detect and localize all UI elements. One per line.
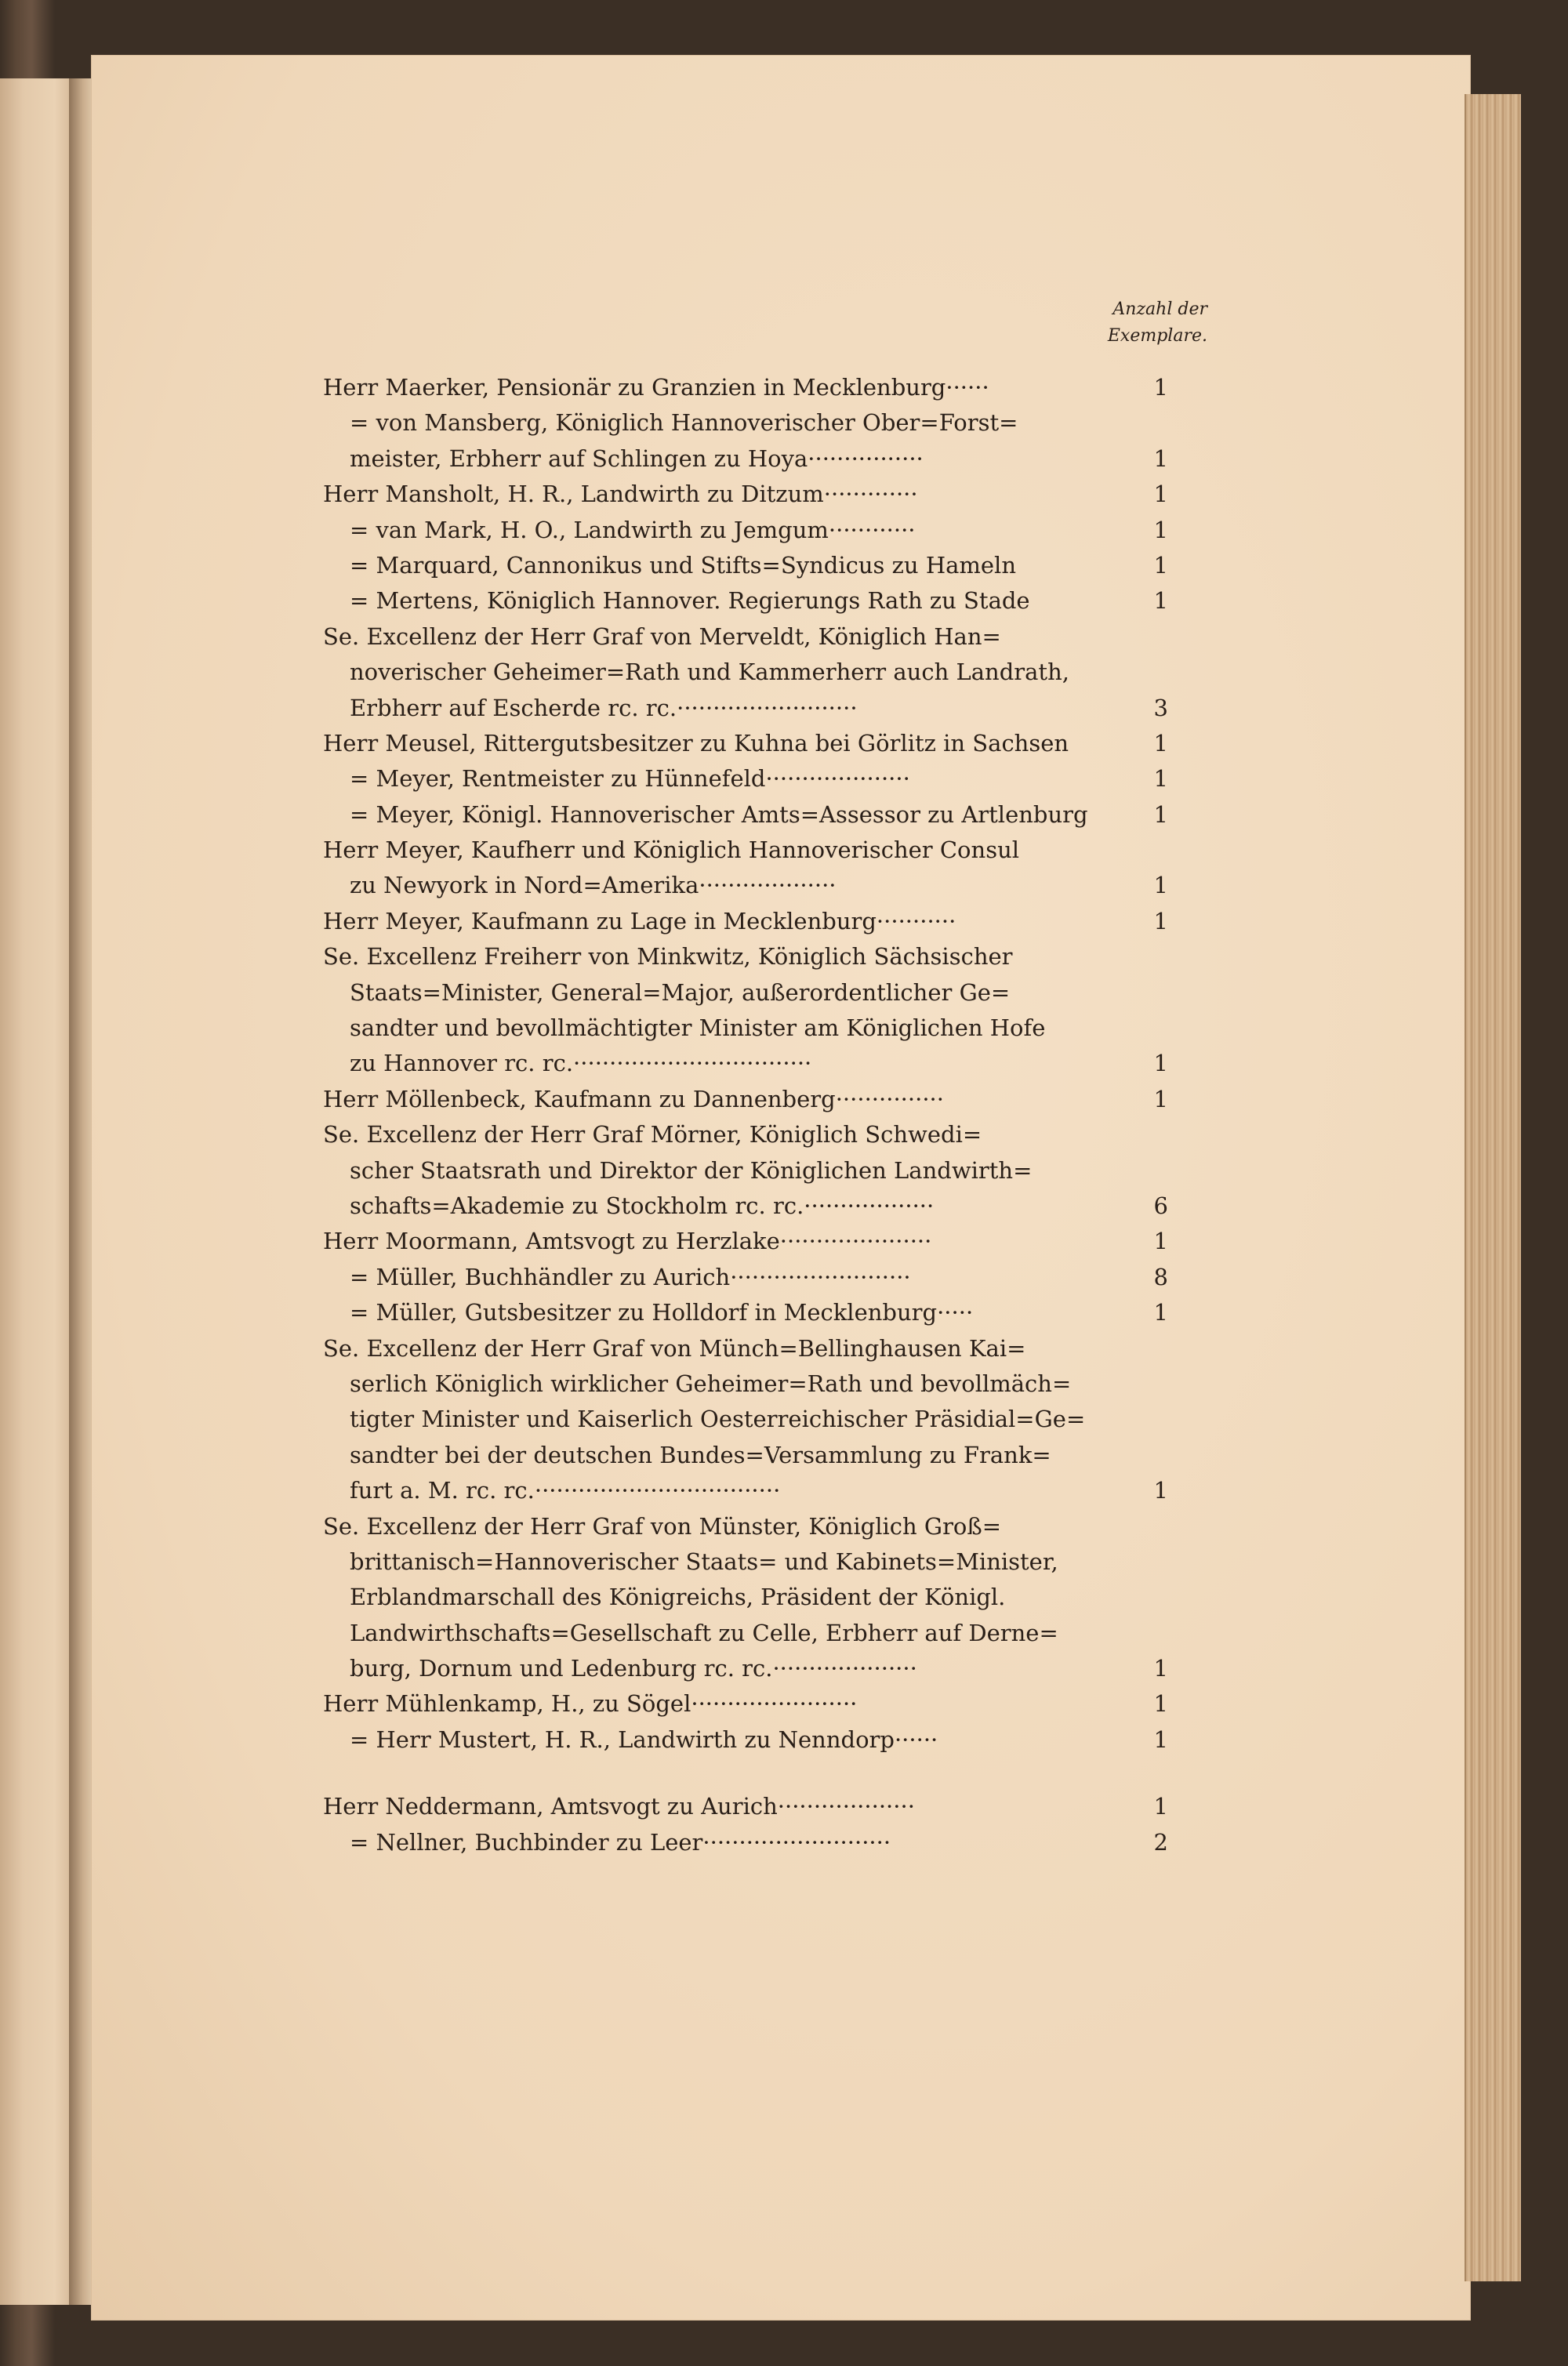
- entry-line: schafts=Akademie zu Stockholm rc. rc.··················: [350, 1192, 935, 1219]
- entry-line: = Marquard, Cannonikus und Stifts=Syndicus zu Hameln: [350, 551, 1017, 579]
- list-item: [323, 1722, 1168, 1758]
- copy-count: 1: [1153, 907, 1168, 934]
- entry-line: Herr Neddermann, Amtsvogt zu Aurich···················: [323, 1793, 915, 1820]
- entry-line: = van Mark, H. O., Landwirth zu Jemgum············: [350, 516, 916, 543]
- entry-line: = Meyer, Königl. Hannoverischer Amts=Assessor zu Artlenburg: [350, 800, 1088, 828]
- entry-line: zu Newyork in Nord=Amerika···················: [350, 872, 837, 899]
- copy-count: 3: [1153, 694, 1168, 721]
- list-item: [323, 1117, 1168, 1224]
- list-item: [323, 761, 1168, 797]
- copy-count: 8: [1153, 1263, 1168, 1290]
- copy-count: 1: [1153, 445, 1168, 472]
- copy-count: 1: [1153, 1299, 1168, 1326]
- list-item: [323, 726, 1168, 761]
- entry-line: Herr Meyer, Kaufmann zu Lage in Mecklenburg···········: [323, 907, 956, 934]
- column-header-line-1: Anzahl der: [1112, 299, 1207, 319]
- copy-count: 2: [1153, 1828, 1168, 1856]
- copy-count: 1: [1153, 1228, 1168, 1255]
- copy-count: 1: [1153, 729, 1168, 757]
- entry-line: Se. Excellenz der Herr Graf von Merveldt, Königlich Han=: [323, 622, 1001, 650]
- list-item: [323, 1082, 1168, 1117]
- entry-line: furt a. M. rc. rc.··································: [350, 1477, 781, 1504]
- list-item: [323, 405, 1168, 477]
- entry-line: meister, Erbherr auf Schlingen zu Hoya················: [350, 445, 924, 472]
- list-item: [323, 513, 1168, 548]
- list-item: [323, 477, 1168, 512]
- left-page-edge: [0, 78, 71, 2305]
- list-item: [323, 904, 1168, 939]
- copy-count: 1: [1153, 800, 1168, 828]
- entry-line: serlich Königlich wirklicher Geheimer=Rath und bevollmäch=: [350, 1370, 1072, 1397]
- entry-line: Erblandmarschall des Königreichs, Präsident der Königl.: [350, 1584, 1006, 1611]
- entry-line: = Herr Mustert, H. R., Landwirth zu Nenndorp······: [350, 1726, 938, 1753]
- entry-line: Herr Mühlenkamp, H., zu Sögel·······················: [323, 1690, 858, 1718]
- copy-count: 1: [1153, 872, 1168, 899]
- list-item: [323, 1260, 1168, 1295]
- list-item: [323, 1825, 1168, 1860]
- entry-line: = Meyer, Rentmeister zu Hünnefeld····················: [350, 765, 910, 793]
- entry-line: = Nellner, Buchbinder zu Leer··························: [350, 1828, 891, 1856]
- page-block-edge: [1465, 94, 1521, 2281]
- list-item: [323, 370, 1168, 405]
- copy-count: 1: [1153, 551, 1168, 579]
- list-item: [323, 548, 1168, 583]
- entry-line: = Müller, Buchhändler zu Aurich·························: [350, 1263, 911, 1290]
- copy-count: 1: [1153, 481, 1168, 508]
- entry-line: Herr Moormann, Amtsvogt zu Herzlake·····················: [323, 1228, 932, 1255]
- entry-line: Staats=Minister, General=Major, außerordentlicher Ge=: [350, 978, 1011, 1006]
- entry-line: Herr Mansholt, H. R., Landwirth zu Ditzum·············: [323, 481, 918, 508]
- list-item: [323, 1224, 1168, 1259]
- entry-line: burg, Dornum und Ledenburg rc. rc.····················: [350, 1655, 917, 1682]
- list-item: [323, 619, 1168, 726]
- entry-line: Erbherr auf Escherde rc. rc.·························: [350, 694, 858, 721]
- entry-line: sandter bei der deutschen Bundes=Versammlung zu Frank=: [350, 1441, 1051, 1468]
- copy-count: 1: [1153, 1690, 1168, 1718]
- entry-line: Herr Möllenbeck, Kaufmann zu Dannenberg···············: [323, 1085, 944, 1112]
- copy-count: 1: [1153, 1477, 1168, 1504]
- list-group: [323, 1789, 1168, 1860]
- list-item: [323, 1789, 1168, 1824]
- entry-line: noverischer Geheimer=Rath und Kammerherr auch Landrath,: [350, 659, 1069, 686]
- entry-line: Se. Excellenz der Herr Graf Mörner, Königlich Schwedi=: [323, 1121, 982, 1149]
- list-item: [323, 833, 1168, 904]
- copy-count: 1: [1153, 587, 1168, 615]
- entry-line: scher Staatsrath und Direktor der Königlichen Landwirth=: [350, 1156, 1033, 1184]
- entry-line: = Müller, Gutsbesitzer zu Holldorf in Mecklenburg·····: [350, 1299, 974, 1326]
- copy-count: 1: [1153, 1793, 1168, 1820]
- entry-line: sandter und bevollmächtigter Minister am Königlichen Hofe: [350, 1014, 1046, 1042]
- list-item: [323, 1686, 1168, 1722]
- list-item: [323, 1331, 1168, 1509]
- list-item: [323, 797, 1168, 833]
- copy-count: 1: [1153, 1085, 1168, 1112]
- copy-count: 1: [1153, 516, 1168, 543]
- list-item: [323, 1509, 1168, 1687]
- entry-line: Herr Maerker, Pensionär zu Granzien in Mecklenburg······: [323, 374, 989, 401]
- entry-line: Herr Meyer, Kaufherr und Königlich Hannoverischer Consul: [323, 836, 1020, 864]
- list-item: [323, 939, 1168, 1082]
- list-group: [323, 370, 1168, 1758]
- copy-count: 1: [1153, 1050, 1168, 1077]
- copy-count: 1: [1153, 765, 1168, 793]
- copy-count: 6: [1153, 1192, 1168, 1219]
- column-header-line-2: Exemplare.: [1107, 326, 1207, 346]
- entry-line: brittanisch=Hannoverischer Staats= und Kabinets=Minister,: [350, 1548, 1058, 1575]
- entry-line: Landwirthschafts=Gesellschaft zu Celle, Erbherr auf Derne=: [350, 1619, 1058, 1646]
- entry-line: = von Mansberg, Königlich Hannoverischer Ober=Forst=: [350, 409, 1018, 437]
- entry-line: tigter Minister und Kaiserlich Oesterreichischer Präsidial=Ge=: [350, 1406, 1086, 1433]
- entry-line: Se. Excellenz Freiherr von Minkwitz, Königlich Sächsischer: [323, 943, 1013, 971]
- entry-line: Se. Excellenz der Herr Graf von Münster, Königlich Groß=: [323, 1512, 1002, 1540]
- entry-line: Se. Excellenz der Herr Graf von Münch=Bellinghausen Kai=: [323, 1334, 1026, 1362]
- column-header: [1051, 296, 1207, 350]
- entry-line: Herr Meusel, Rittergutsbesitzer zu Kuhna bei Görlitz in Sachsen: [323, 729, 1069, 757]
- entry-line: = Mertens, Königlich Hannover. Regierungs Rath zu Stade: [350, 587, 1030, 615]
- copy-count: 1: [1153, 1726, 1168, 1753]
- entry-line: zu Hannover rc. rc.·································: [350, 1050, 812, 1077]
- list-item: [323, 1295, 1168, 1330]
- copy-count: 1: [1153, 1655, 1168, 1682]
- list-item: [323, 583, 1168, 619]
- copy-count: 1: [1153, 374, 1168, 401]
- subscriber-list: [323, 370, 1168, 1860]
